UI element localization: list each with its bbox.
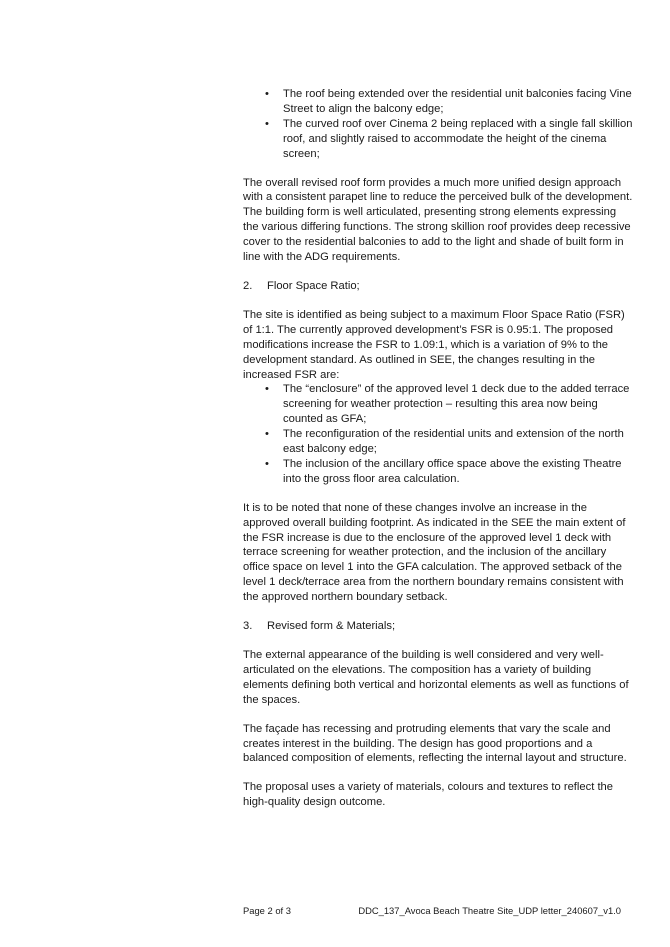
list-item: • The reconfiguration of the residential units and extension of the north east balcony edge; (265, 428, 624, 456)
bullet-icon: • (265, 383, 269, 396)
bullet-icon: • (265, 428, 269, 441)
footprint-paragraph: It is to be noted that none of these changes involve an increase in the approved overall building footprint. As indicated in the SEE the main extent of the FSR increase is due to the enclosure of the approved level 1 deck with terrace screening for weather protection, and the inclusion of the ancillary office space on level 1 into the GFA calculation. The approved setback of the level 1 deck/terrace area from the northern boundary remains consistent with the approved northern boundary setback. (243, 501, 626, 604)
list-item: • The curved roof over Cinema 2 being replaced with a single fall skillion roof, and slightly raised to accommodate the height of the cinema screen; (265, 117, 633, 160)
page-number: Page 2 of 3 (243, 905, 291, 916)
bullet-icon: • (265, 457, 269, 470)
section-heading-materials (243, 619, 633, 634)
document-reference: DDC_137_Avoca Beach Theatre Site_UDP letter_240607_v1.0 (358, 905, 621, 916)
bullet-icon: • (265, 117, 269, 130)
page-body (243, 87, 633, 810)
section-number: 2. (243, 279, 253, 292)
facade-paragraph: The façade has recessing and protruding elements that vary the scale and creates interest in the building. The design has good proportions and a balanced composition of elements, reflecting the internal layout and structure. (243, 722, 627, 765)
fsr-changes-list (265, 382, 633, 486)
section-number: 3. (243, 620, 253, 633)
roof-paragraph: The overall revised roof form provides a much more unified design approach with a consistent parapet line to reduce the perceived bulk of the development. The building form is well articulated, presenting strong elements expressing the various differing functions. The strong skillion roof provides deep recessive cover to the residential balconies to add to the light and shade of built form in line with the ADG requirements. (243, 176, 633, 264)
list-item: • The roof being extended over the residential unit balconies facing Vine Street to align the balcony edge; (265, 88, 632, 115)
fsr-paragraph: The site is identified as being subject to a maximum Floor Space Ratio (FSR) of 1:1. The currently approved development’s FSR is 0.95:1. The proposed modifications increase the FSR to 1.09:1, which is a variation of 9% to the development standard. As outlined in SEE, the changes resulting in the increased FSR are: (243, 308, 625, 381)
roof-changes-list (265, 87, 633, 162)
section-title: Floor Space Ratio; (267, 279, 360, 292)
list-item: • The “enclosure” of the approved level 1 deck due to the added terrace screening for weather protection – resulting this area now being counted as GFA; (265, 383, 630, 426)
materials-paragraph: The proposal uses a variety of materials, colours and textures to reflect the high-quality design outcome. (243, 781, 613, 809)
page-footer (243, 905, 621, 916)
bullet-icon: • (265, 88, 269, 100)
section-title: Revised form & Materials; (267, 620, 396, 633)
list-item: • The inclusion of the ancillary office space above the existing Theatre into the gross floor area calculation. (265, 457, 622, 485)
section-heading-fsr (243, 279, 633, 294)
external-paragraph: The external appearance of the building is well considered and very well-articulated on the elevations. The composition has a variety of building elements defining both vertical and horizontal elements as well as functions of the spaces. (243, 649, 629, 706)
